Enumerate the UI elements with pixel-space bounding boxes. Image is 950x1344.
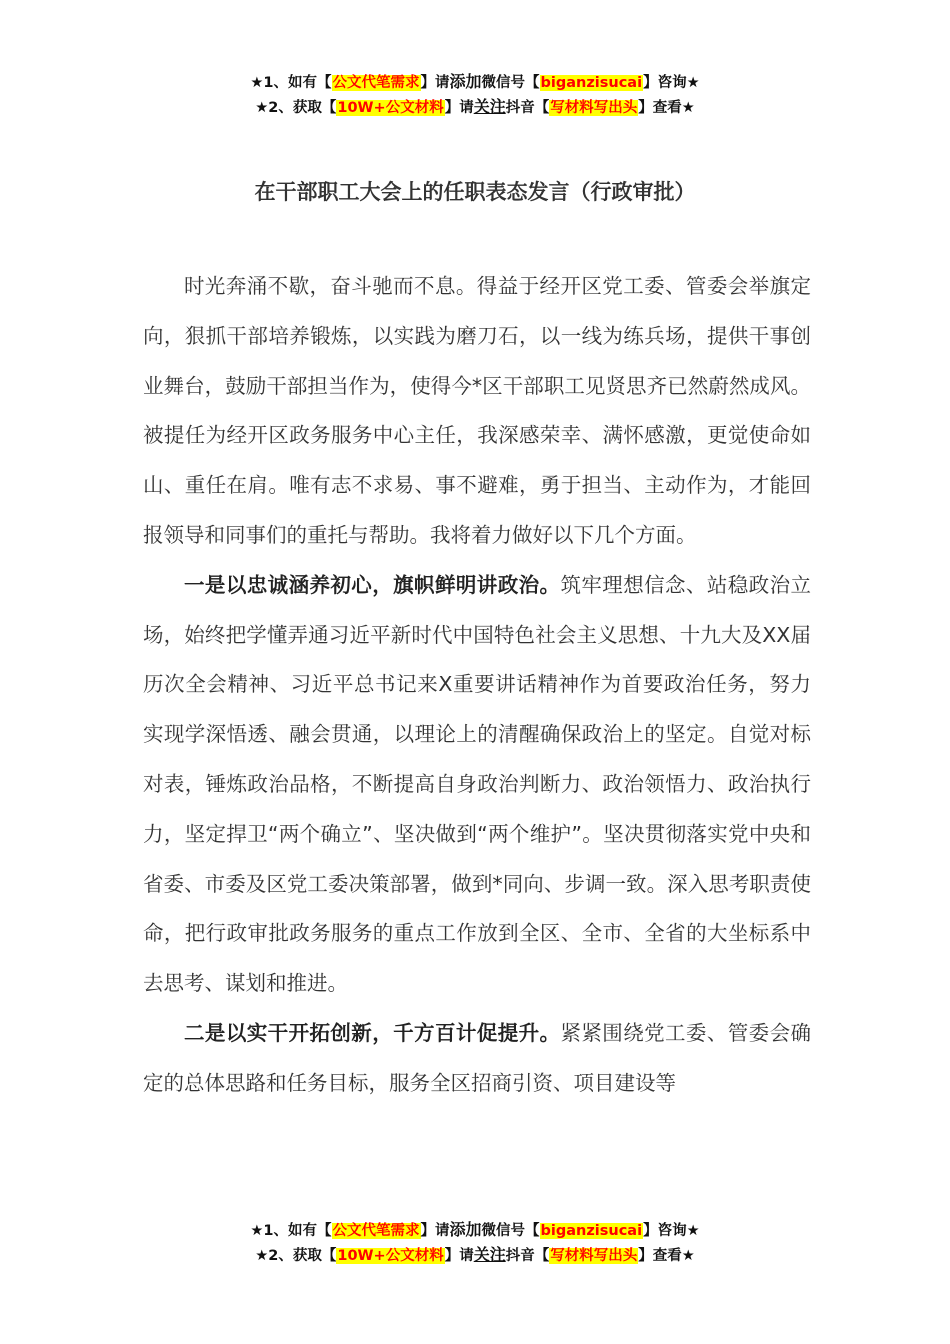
paragraph (143, 262, 811, 561)
promo-line-2 (0, 95, 950, 120)
paragraph (143, 1009, 811, 1109)
promo-text: 微信号【 (481, 75, 540, 91)
promo-text: ★1、如有【 (250, 1223, 332, 1239)
promo-highlight: biganzisucai (540, 1223, 643, 1239)
promo-emphasis: 添加 (449, 72, 482, 91)
document-title: 在干部职工大会上的任职表态发言（行政审批） (254, 180, 696, 204)
promo-text: ★2、获取【 (255, 100, 337, 116)
promo-text: 】查看★ (638, 1248, 695, 1264)
promo-text: 】咨询★ (643, 75, 700, 91)
promo-text: ★2、获取【 (255, 1248, 337, 1264)
promo-highlight: biganzisucai (540, 75, 643, 91)
promo-emphasis: 关注 (473, 97, 506, 116)
promo-text: 抖音【 (505, 1248, 550, 1264)
promo-text: 】咨询★ (643, 1223, 700, 1239)
promo-line-2 (0, 1243, 950, 1268)
paragraph-text: 筑牢理想信念、站稳政治立场，始终把学懂弄通习近平新时代中国特色社会主义思想、十九大及XX届历次全会精神、习近平总书记来X重要讲话精神作为首要政治任务，努力实现学深悟透、融会贯通，以理论上的清醒确保政治上的坚定。自觉对标对表，锤炼政治品格，不断提高自身政治判断力、政治领悟力、政治执行力，坚定捍卫“两个确立”、坚决做到“两个维护”。坚决贯彻落实党中央和省委、市委及区党工委决策部署，做到*同向、步调一致。深入思考职责使命，把行政审批政务服务的重点工作放到全区、全市、全省的大坐标系中去思考、谋划和推进。 (143, 572, 812, 996)
promo-text: 】请 (444, 1248, 474, 1264)
paragraph-text: 紧紧围绕党工委、管委会确定的总体思路和任务目标，服务全区招商引资、项目建设等 (143, 1020, 812, 1095)
promo-text: 】请 (444, 100, 474, 116)
promo-text: ★1、如有【 (250, 75, 332, 91)
promo-highlight: 公文代笔需求 (332, 1223, 420, 1239)
promo-highlight: 写材料写出头 (550, 1248, 638, 1264)
promo-text: 】请 (420, 1223, 450, 1239)
promo-highlight: 公文代笔需求 (332, 75, 420, 91)
promo-highlight: 10W+公文材料 (337, 1248, 444, 1264)
promo-text: 】查看★ (638, 100, 695, 116)
promo-banner-bottom (0, 1218, 950, 1268)
promo-banner-top (0, 70, 950, 120)
promo-text: 微信号【 (481, 1223, 540, 1239)
promo-line-1 (0, 1218, 950, 1243)
promo-highlight: 写材料写出头 (550, 100, 638, 116)
paragraph-lead: 一是以忠诚涵养初心，旗帜鲜明讲政治。 (184, 572, 561, 597)
promo-text: 抖音【 (505, 100, 550, 116)
promo-line-1 (0, 70, 950, 95)
promo-emphasis: 添加 (449, 1220, 482, 1239)
promo-highlight: 10W+公文材料 (337, 100, 444, 116)
promo-text: 】请 (420, 75, 450, 91)
paragraph-lead: 二是以实干开拓创新，千方百计促提升。 (184, 1020, 561, 1045)
paragraph-text: 时光奔涌不歇，奋斗驰而不息。得益于经开区党工委、管委会举旗定向，狠抓干部培养锻炼，以实践为磨刀石，以一线为练兵场，提供干事创业舞台，鼓励干部担当作为，使得今*区干部职工见贤思齐已然蔚然成风。被提任为经开区政务服务中心主任，我深感荣幸、满怀感激，更觉使命如山、重任在肩。唯有志不求易、事不避难，勇于担当、主动作为，才能回报领导和同事们的重托与帮助。我将着力做好以下几个方面。 (143, 274, 811, 547)
document-body (143, 262, 811, 1109)
promo-emphasis: 关注 (473, 1245, 506, 1264)
paragraph (143, 561, 811, 1009)
